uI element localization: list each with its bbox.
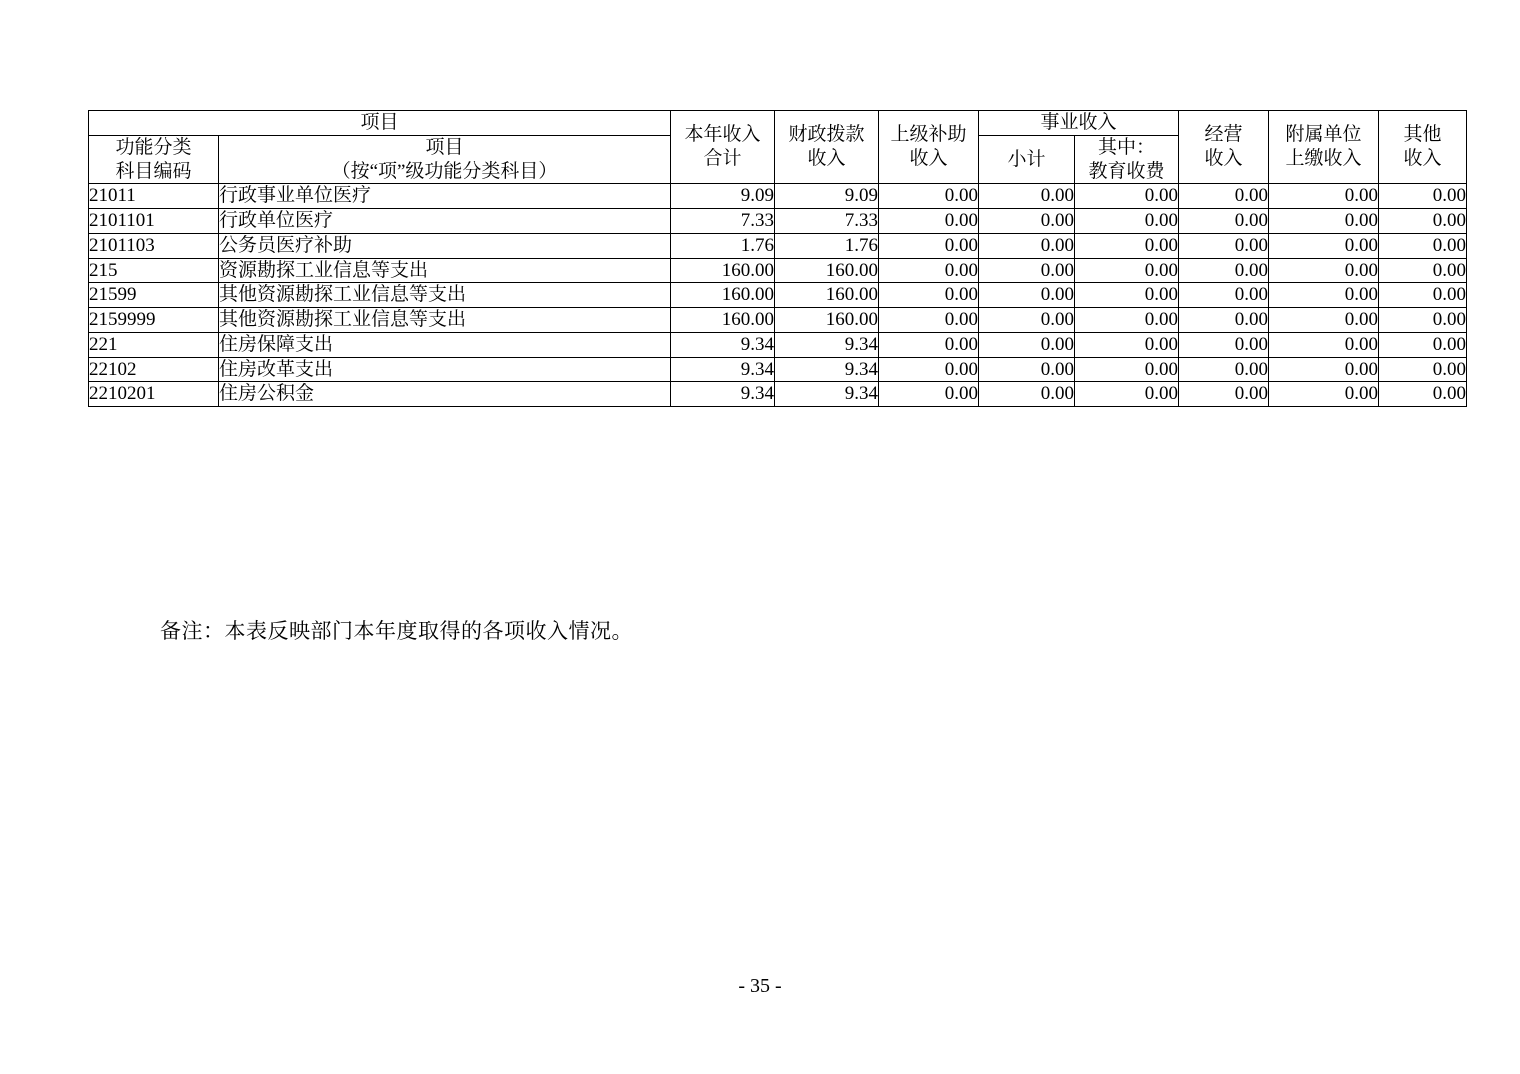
cell-project-name: 住房保障支出	[219, 332, 671, 357]
cell-superior-subsidy: 0.00	[879, 233, 979, 258]
cell-fiscal-appropriation: 9.34	[775, 357, 879, 382]
cell-business-subtotal: 0.00	[979, 283, 1075, 308]
cell-function-code: 2101103	[89, 233, 219, 258]
cell-total-income: 160.00	[671, 283, 775, 308]
cell-total-income: 1.76	[671, 233, 775, 258]
header-function-code	[89, 135, 219, 184]
cell-business-education-fee: 0.00	[1075, 357, 1179, 382]
budget-table-container	[88, 110, 1467, 407]
cell-business-education-fee: 0.00	[1075, 233, 1179, 258]
cell-other-income: 0.00	[1379, 184, 1467, 209]
cell-affiliate-remittance: 0.00	[1269, 233, 1379, 258]
table-row	[89, 209, 1467, 234]
cell-total-income: 160.00	[671, 308, 775, 333]
header-code-line1: 功能分类	[115, 136, 192, 158]
header-affiliate-remittance	[1269, 111, 1379, 184]
cell-project-name: 资源勘探工业信息等支出	[219, 258, 671, 283]
cell-business-education-fee: 0.00	[1075, 283, 1179, 308]
header-affiliate-line2: 上缴收入	[1285, 148, 1362, 170]
cell-function-code: 215	[89, 258, 219, 283]
cell-superior-subsidy: 0.00	[879, 332, 979, 357]
table-row	[89, 332, 1467, 357]
cell-superior-subsidy: 0.00	[879, 209, 979, 234]
cell-function-code: 2159999	[89, 308, 219, 333]
cell-business-education-fee: 0.00	[1075, 382, 1179, 407]
cell-function-code: 21599	[89, 283, 219, 308]
cell-business-subtotal: 0.00	[979, 233, 1075, 258]
cell-affiliate-remittance: 0.00	[1269, 308, 1379, 333]
cell-business-subtotal: 0.00	[979, 382, 1075, 407]
table-header	[89, 111, 1467, 184]
cell-project-name: 公务员医疗补助	[219, 233, 671, 258]
header-operating-line1: 经营	[1204, 124, 1243, 146]
cell-business-subtotal: 0.00	[979, 308, 1075, 333]
cell-business-subtotal: 0.00	[979, 184, 1075, 209]
cell-total-income: 160.00	[671, 258, 775, 283]
header-total-line1: 本年收入	[684, 124, 761, 146]
header-code-line2: 科目编码	[115, 160, 192, 182]
header-superior-line2: 收入	[909, 148, 948, 170]
cell-other-income: 0.00	[1379, 332, 1467, 357]
header-affiliate-line1: 附属单位	[1285, 124, 1362, 146]
header-total-line2: 合计	[703, 148, 742, 170]
table-note: 备注：本表反映部门本年度取得的各项收入情况。	[160, 619, 633, 643]
cell-affiliate-remittance: 0.00	[1269, 283, 1379, 308]
header-operating-income	[1179, 111, 1269, 184]
cell-other-income: 0.00	[1379, 258, 1467, 283]
cell-fiscal-appropriation: 160.00	[775, 308, 879, 333]
cell-operating-income: 0.00	[1179, 308, 1269, 333]
cell-business-education-fee: 0.00	[1075, 258, 1179, 283]
cell-total-income: 9.34	[671, 382, 775, 407]
header-edu-line1: 其中：	[1098, 136, 1156, 158]
cell-superior-subsidy: 0.00	[879, 357, 979, 382]
cell-business-subtotal: 0.00	[979, 258, 1075, 283]
cell-other-income: 0.00	[1379, 308, 1467, 333]
cell-fiscal-appropriation: 7.33	[775, 209, 879, 234]
cell-project-name: 其他资源勘探工业信息等支出	[219, 308, 671, 333]
header-name-line2: （按“项”级功能分类科目）	[331, 160, 558, 182]
cell-business-education-fee: 0.00	[1075, 184, 1179, 209]
cell-affiliate-remittance: 0.00	[1269, 357, 1379, 382]
header-business-income-group: 事业收入	[979, 111, 1179, 136]
cell-operating-income: 0.00	[1179, 233, 1269, 258]
cell-operating-income: 0.00	[1179, 209, 1269, 234]
cell-affiliate-remittance: 0.00	[1269, 332, 1379, 357]
table-body	[89, 184, 1467, 407]
header-superior-line1: 上级补助	[890, 124, 967, 146]
cell-fiscal-appropriation: 1.76	[775, 233, 879, 258]
cell-function-code: 2210201	[89, 382, 219, 407]
cell-superior-subsidy: 0.00	[879, 184, 979, 209]
cell-function-code: 22102	[89, 357, 219, 382]
cell-business-education-fee: 0.00	[1075, 308, 1179, 333]
cell-project-name: 其他资源勘探工业信息等支出	[219, 283, 671, 308]
header-total-income	[671, 111, 775, 184]
cell-project-name: 行政单位医疗	[219, 209, 671, 234]
cell-operating-income: 0.00	[1179, 184, 1269, 209]
table-row	[89, 308, 1467, 333]
cell-project-name: 住房改革支出	[219, 357, 671, 382]
cell-operating-income: 0.00	[1179, 357, 1269, 382]
header-business-subtotal: 小计	[979, 135, 1075, 184]
header-superior-subsidy	[879, 111, 979, 184]
cell-affiliate-remittance: 0.00	[1269, 184, 1379, 209]
cell-fiscal-appropriation: 160.00	[775, 258, 879, 283]
header-business-education-fee	[1075, 135, 1179, 184]
cell-function-code: 221	[89, 332, 219, 357]
header-fiscal-appropriation	[775, 111, 879, 184]
header-edu-line2: 教育收费	[1088, 160, 1165, 182]
cell-operating-income: 0.00	[1179, 258, 1269, 283]
cell-superior-subsidy: 0.00	[879, 258, 979, 283]
cell-function-code: 2101101	[89, 209, 219, 234]
cell-other-income: 0.00	[1379, 283, 1467, 308]
cell-fiscal-appropriation: 9.34	[775, 332, 879, 357]
header-other-line2: 收入	[1403, 148, 1442, 170]
cell-operating-income: 0.00	[1179, 283, 1269, 308]
table-row	[89, 283, 1467, 308]
cell-business-subtotal: 0.00	[979, 357, 1075, 382]
cell-affiliate-remittance: 0.00	[1269, 258, 1379, 283]
table-row	[89, 184, 1467, 209]
cell-project-name: 行政事业单位医疗	[219, 184, 671, 209]
cell-other-income: 0.00	[1379, 357, 1467, 382]
cell-operating-income: 0.00	[1179, 382, 1269, 407]
header-fiscal-line1: 财政拨款	[788, 124, 865, 146]
header-other-line1: 其他	[1403, 124, 1442, 146]
cell-fiscal-appropriation: 9.34	[775, 382, 879, 407]
header-other-income	[1379, 111, 1467, 184]
table-row	[89, 382, 1467, 407]
cell-superior-subsidy: 0.00	[879, 308, 979, 333]
table-row	[89, 258, 1467, 283]
cell-total-income: 7.33	[671, 209, 775, 234]
cell-fiscal-appropriation: 9.09	[775, 184, 879, 209]
header-fiscal-line2: 收入	[807, 148, 846, 170]
header-operating-line2: 收入	[1204, 148, 1243, 170]
header-name-line1: 项目	[425, 136, 464, 158]
cell-fiscal-appropriation: 160.00	[775, 283, 879, 308]
cell-affiliate-remittance: 0.00	[1269, 382, 1379, 407]
cell-business-education-fee: 0.00	[1075, 209, 1179, 234]
cell-superior-subsidy: 0.00	[879, 283, 979, 308]
cell-business-subtotal: 0.00	[979, 332, 1075, 357]
cell-affiliate-remittance: 0.00	[1269, 209, 1379, 234]
income-by-function-table	[88, 110, 1467, 407]
cell-operating-income: 0.00	[1179, 332, 1269, 357]
cell-total-income: 9.34	[671, 332, 775, 357]
page-number: - 35 -	[738, 975, 782, 997]
cell-other-income: 0.00	[1379, 382, 1467, 407]
cell-superior-subsidy: 0.00	[879, 382, 979, 407]
header-project-name	[219, 135, 671, 184]
table-row	[89, 357, 1467, 382]
cell-other-income: 0.00	[1379, 209, 1467, 234]
cell-function-code: 21011	[89, 184, 219, 209]
cell-business-subtotal: 0.00	[979, 209, 1075, 234]
cell-other-income: 0.00	[1379, 233, 1467, 258]
cell-business-education-fee: 0.00	[1075, 332, 1179, 357]
header-row-1	[89, 111, 1467, 136]
table-row	[89, 233, 1467, 258]
header-project-group: 项目	[89, 111, 671, 136]
cell-total-income: 9.34	[671, 357, 775, 382]
cell-project-name: 住房公积金	[219, 382, 671, 407]
cell-total-income: 9.09	[671, 184, 775, 209]
